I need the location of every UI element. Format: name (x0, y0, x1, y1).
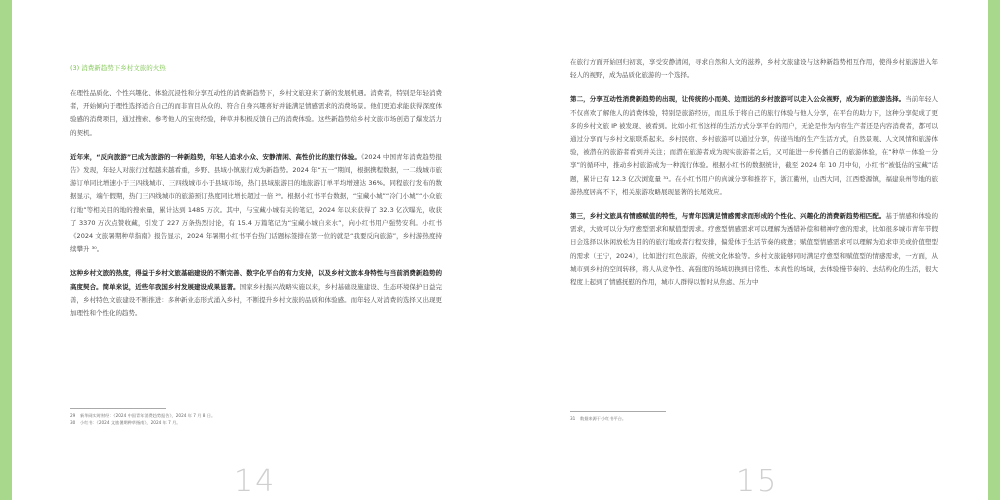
footnote-text: 数据来源于小红书平台。 (580, 416, 627, 421)
paragraph-2 (70, 151, 442, 257)
paragraph-3-lead: 这种乡村文旅的热度，得益于乡村文旅基础建设的不断完善、数字化平台的有力支持，以及乡村文旅本身特性与当前消费新趋势的高度契合。简单来说，近些年我国乡村发展建设成果显著。 (70, 269, 442, 291)
paragraph-2-lead: 第二，分享互动性消费新趋势的出现，让传统的小而美、边而远的乡村旅游可以走入公众视野，成为新的旅游选择。 (570, 95, 906, 104)
footnote-30 (70, 419, 215, 426)
paragraph-3-text: 基于情感和体验的需求，大致可以分为疗愈型需求和赋值型需求。疗愈型情感需求可以理解为透错补偿和精神疗愈的需求，比如很多城市青年节假日会选择以休闲放松为目的的旅行地或者行程安排，偏爱体于生活节奏的疲惫；赋值型情感需求可以理解为追求审美或价值塑型的需求（王宁，2024），比如进行红色旅游，传统文化体验等。乡村文旅能够同时满足疗愈型和赋值型的情感需求，一方面，从城市到乡村的空间转移，将人从竞争性、高强度的场域切换到日常性、本真性的场域，去体验慢节奏的、去结构化的生活，很大程度上起到了情感抚慰的作用，城市人群得以暂时从焦虑、压力中 (570, 212, 939, 287)
left-page (12, 0, 500, 500)
paragraph-3-text: 国家乡村振兴战略实施以来，乡村基础设施建设、生态环境保护日益完善，乡村特色文旅建设不断推进：多种新业态形式涌入乡村，不断提升乡村文旅的品质和体验感。而年轻人对消费的选择又出现更加理性和个性化的趋势。 (70, 282, 443, 318)
paragraph-1-text: 在理性品质化、个性兴趣化、体验沉浸性和分享互动性的消费新趋势下，乡村文旅迎来了新的发展机遇。消费者，特别是年轻消费者，开始倾向于理性选择适合自己的而非盲目从众的、符合自身兴趣喜好并能满足情感需求的消费场景。他们更追求能获得深度体验感的消费项目，通过搜索、参考他人的宝贵经验，种草并积极反馈自己的消费体验。这些新趋势给乡村文旅市场创造了爆发活力的契机。 (70, 89, 442, 137)
left-page-body (70, 0, 442, 331)
footnotes (570, 415, 626, 422)
right-page-body (570, 0, 938, 300)
paragraph-3 (70, 267, 442, 320)
paragraph-2-text: 《2024 中国青年消费趋势报告》发现，年轻人对旅行过程越来越看重，乡野、县域小镇旅行成为新趋势。2024 年“五一”期间，根据携程数据，一二线城市旅游订单同比增速小于三四线城市、三四线城市小于县域市场，热门县域旅游目的地旅游订单平均增速达 36%。同程旅行发布的数据显示，端午假期，热门三四线城市的旅游预订热度同比增长超过一倍 ²⁹。根据小红书平台数据，“宝藏小城”“冷门小城”“小众旅行地”等相关目的地的搜索量，累计达到 1485 万次。其中，与宝藏小城有关的笔记，2024 年以来获得了 32.3 亿次曝光，收获了 3370 万次点赞收藏，引发了 227 万条热烈讨论，有 15.4 万篇笔记为“宝藏小城自来水”，向小红书用户强势安利。小红书《2024 文旅暑期种草指南》报告显示，2024 年暑期小红书平台热门话题标签排在第一位的就是“我要反向旅游”，乡村游热度持续攀升 ³⁰。 (70, 152, 442, 254)
footnote-text: 新华网实时财经：《2024 中国青年消费趋势报告》，2024 年 7 月 8 日。 (80, 413, 216, 418)
paragraph-3-lead: 第三，乡村文旅具有情感赋值的特性，与青年因满足情感需求而形成的个性化、兴趣化的消费新趋势相匹配。 (570, 212, 886, 221)
paragraph-2-text: 当前年轻人不仅喜欢了解他人的消费体验，特别是旅游经历，而且乐于将自己的旅行体验与他人分享，在平台的助力下，这种分享促成了更多的乡村文旅 IP 被发现、被看到。比如小红书这样的生活方式分享平台的用户，无论是作为内容生产者还是内容消费者，都可以通过分享而与乡村文旅联系起来。乡村民宿、乡村旅游可以通过分享，传递当地的生产生活方式，自然景观、人文风情和旅游体验，被潜在的旅游者看到并关注；而潜在旅游者成为现实旅游者之后，又可能进一步传播自己的旅游体验，在“种草－体验－分享”的循环中，推动乡村旅游成为一种流行体验。根据小红书的数据统计，截至 2024 年 10 月中旬，小红书“被低估的宝藏”话题，累计已有 12.3 亿次浏览量 ³¹。在小红书用户的真诚分享和推荐下，浙江衢州，山西大同，江西婺源镇，福建泉州等地的旅游热度居高不下，相关旅游攻略展现显著的长尾效应。 (570, 95, 939, 196)
paragraph-2 (570, 93, 938, 199)
footnote-29 (70, 412, 215, 419)
paragraph-1 (570, 56, 938, 82)
paragraph-2-lead: 近年来，“反向旅游”已成为旅游的一种新趋势，年轻人追求小众、安静清闲、高性价比的旅行体验。 (70, 152, 361, 161)
paragraph-1-text: 在旅行方面开始回归初衷，享受安静清闲，寻求自然和人文的滋养，乡村文旅建设与这种新趋势相互作用，使得乡村旅游进入年轻人的视野，成为品质化旅游的一个选择。 (570, 58, 938, 80)
footnote-number: 29 (70, 413, 76, 418)
right-page (500, 0, 988, 500)
footnote-31 (570, 415, 626, 422)
footnote-text: 小红书：《2024 文旅暑期种草指南》，2024 年 7 月。 (80, 420, 181, 425)
footnote-number: 31 (570, 416, 576, 421)
paragraph-1 (70, 87, 442, 140)
page-number: 15 (736, 464, 779, 499)
paragraph-3 (570, 210, 938, 289)
page-number: 14 (234, 464, 277, 499)
footnote-divider (570, 411, 666, 412)
footnote-number: 30 (70, 420, 76, 425)
section-heading: (3) 消费新趋势下乡村文旅的火热 (70, 64, 166, 72)
footnote-divider (70, 408, 166, 409)
footnotes (70, 412, 215, 426)
